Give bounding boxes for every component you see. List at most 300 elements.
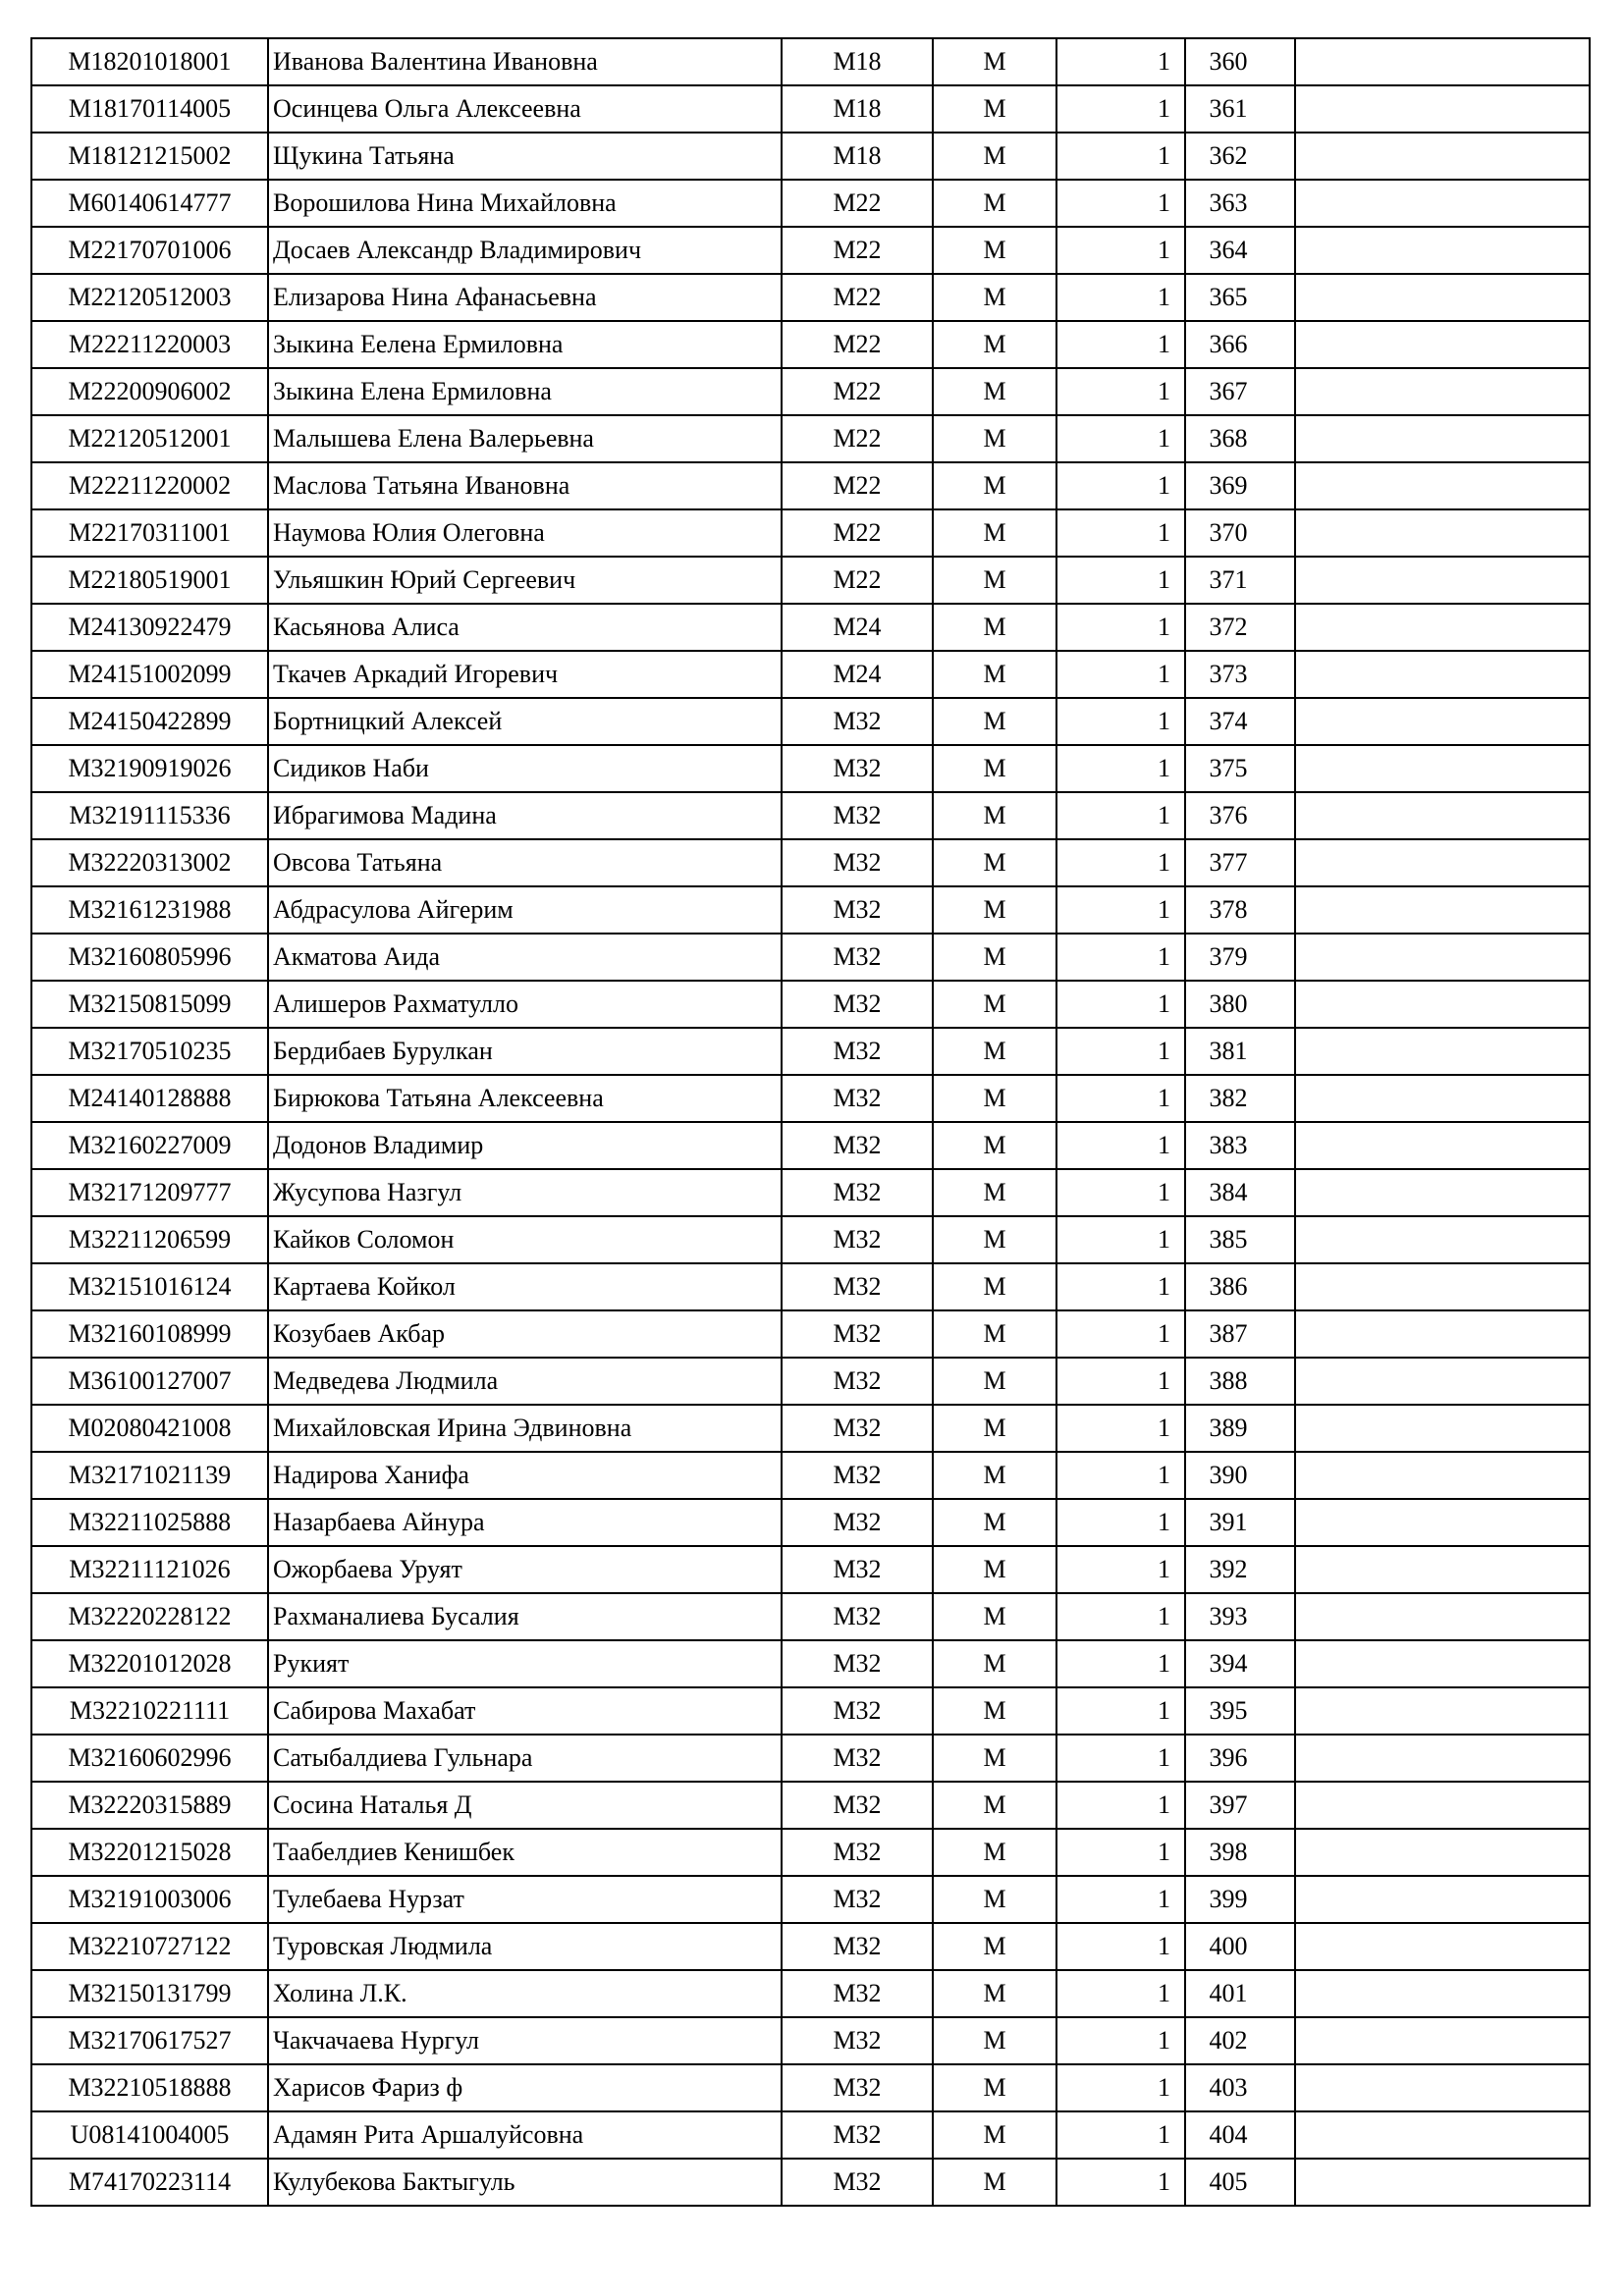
group-cell: M32: [782, 1782, 933, 1829]
group-cell: M22: [782, 180, 933, 227]
group-cell: M22: [782, 368, 933, 415]
place-cell: 387: [1185, 1310, 1295, 1358]
table-row: [31, 509, 1590, 557]
group-cell: M32: [782, 1216, 933, 1263]
extra-cell: [1295, 651, 1590, 698]
code-cell: M22170701006: [31, 227, 268, 274]
code-cell: M02080421008: [31, 1405, 268, 1452]
name-cell: Иванова Валентина Ивановна: [268, 38, 782, 85]
name-cell: Бердибаев Бурулкан: [268, 1028, 782, 1075]
sex-cell: M: [933, 2111, 1056, 2159]
table-row: [31, 1169, 1590, 1216]
count-cell: 1: [1056, 1028, 1185, 1075]
sex-cell: M: [933, 1263, 1056, 1310]
code-cell: M22170311001: [31, 509, 268, 557]
table-row: [31, 321, 1590, 368]
count-cell: 1: [1056, 2064, 1185, 2111]
name-cell: Медведева Людмила: [268, 1358, 782, 1405]
name-cell: Ткачев Аркадий Игоревич: [268, 651, 782, 698]
table-row: [31, 1640, 1590, 1687]
table-row: [31, 274, 1590, 321]
table-row: [31, 651, 1590, 698]
code-cell: M18170114005: [31, 85, 268, 133]
table-row: [31, 1263, 1590, 1310]
sex-cell: M: [933, 1358, 1056, 1405]
name-cell: Жусупова Назгул: [268, 1169, 782, 1216]
code-cell: M22200906002: [31, 368, 268, 415]
name-cell: Маслова Татьяна Ивановна: [268, 462, 782, 509]
extra-cell: [1295, 792, 1590, 839]
table-row: [31, 934, 1590, 981]
sex-cell: M: [933, 698, 1056, 745]
code-cell: M32220313002: [31, 839, 268, 886]
group-cell: M32: [782, 2017, 933, 2064]
participants-table: [30, 37, 1591, 2207]
code-cell: M32170510235: [31, 1028, 268, 1075]
name-cell: Бортницкий Алексей: [268, 698, 782, 745]
place-cell: 398: [1185, 1829, 1295, 1876]
sex-cell: M: [933, 745, 1056, 792]
place-cell: 403: [1185, 2064, 1295, 2111]
name-cell: Надирова Ханифа: [268, 1452, 782, 1499]
sex-cell: M: [933, 85, 1056, 133]
place-cell: 399: [1185, 1876, 1295, 1923]
place-cell: 373: [1185, 651, 1295, 698]
sex-cell: M: [933, 133, 1056, 180]
extra-cell: [1295, 1593, 1590, 1640]
extra-cell: [1295, 1122, 1590, 1169]
place-cell: 400: [1185, 1923, 1295, 1970]
name-cell: Додонов Владимир: [268, 1122, 782, 1169]
extra-cell: [1295, 85, 1590, 133]
place-cell: 391: [1185, 1499, 1295, 1546]
count-cell: 1: [1056, 133, 1185, 180]
sex-cell: M: [933, 1970, 1056, 2017]
table-row: [31, 839, 1590, 886]
sex-cell: M: [933, 227, 1056, 274]
name-cell: Ульяшкин Юрий Сергеевич: [268, 557, 782, 604]
count-cell: 1: [1056, 1122, 1185, 1169]
group-cell: M32: [782, 1452, 933, 1499]
place-cell: 392: [1185, 1546, 1295, 1593]
group-cell: M32: [782, 1358, 933, 1405]
table-row: [31, 1687, 1590, 1735]
code-cell: M24150422899: [31, 698, 268, 745]
code-cell: M60140614777: [31, 180, 268, 227]
place-cell: 385: [1185, 1216, 1295, 1263]
code-cell: M32210518888: [31, 2064, 268, 2111]
extra-cell: [1295, 1970, 1590, 2017]
name-cell: Бирюкова Татьяна Алексеевна: [268, 1075, 782, 1122]
code-cell: M32210727122: [31, 1923, 268, 1970]
place-cell: 371: [1185, 557, 1295, 604]
group-cell: M32: [782, 839, 933, 886]
count-cell: 1: [1056, 227, 1185, 274]
group-cell: M22: [782, 321, 933, 368]
count-cell: 1: [1056, 981, 1185, 1028]
extra-cell: [1295, 1782, 1590, 1829]
group-cell: M32: [782, 2064, 933, 2111]
table-row: [31, 1310, 1590, 1358]
count-cell: 1: [1056, 745, 1185, 792]
place-cell: 363: [1185, 180, 1295, 227]
place-cell: 380: [1185, 981, 1295, 1028]
sex-cell: M: [933, 415, 1056, 462]
place-cell: 369: [1185, 462, 1295, 509]
extra-cell: [1295, 368, 1590, 415]
sex-cell: M: [933, 981, 1056, 1028]
place-cell: 389: [1185, 1405, 1295, 1452]
sex-cell: M: [933, 1829, 1056, 1876]
group-cell: M32: [782, 1970, 933, 2017]
sex-cell: M: [933, 274, 1056, 321]
code-cell: M32161231988: [31, 886, 268, 934]
sex-cell: M: [933, 651, 1056, 698]
name-cell: Ибрагимова Мадина: [268, 792, 782, 839]
code-cell: M32151016124: [31, 1263, 268, 1310]
table-row: [31, 557, 1590, 604]
code-cell: M22120512001: [31, 415, 268, 462]
place-cell: 361: [1185, 85, 1295, 133]
sex-cell: M: [933, 1499, 1056, 1546]
code-cell: M32211025888: [31, 1499, 268, 1546]
group-cell: M32: [782, 2159, 933, 2206]
extra-cell: [1295, 2064, 1590, 2111]
sex-cell: M: [933, 604, 1056, 651]
table-row: [31, 2064, 1590, 2111]
place-cell: 374: [1185, 698, 1295, 745]
place-cell: 405: [1185, 2159, 1295, 2206]
name-cell: Назарбаева Айнура: [268, 1499, 782, 1546]
extra-cell: [1295, 1310, 1590, 1358]
table-row: [31, 604, 1590, 651]
sex-cell: M: [933, 2159, 1056, 2206]
group-cell: M22: [782, 415, 933, 462]
name-cell: Елизарова Нина Афанасьевна: [268, 274, 782, 321]
table-row: [31, 2111, 1590, 2159]
table-row: [31, 368, 1590, 415]
extra-cell: [1295, 38, 1590, 85]
place-cell: 376: [1185, 792, 1295, 839]
sex-cell: M: [933, 1735, 1056, 1782]
sex-cell: M: [933, 1593, 1056, 1640]
name-cell: Щукина Татьяна: [268, 133, 782, 180]
sex-cell: M: [933, 321, 1056, 368]
extra-cell: [1295, 981, 1590, 1028]
name-cell: Зыкина Елена Ермиловна: [268, 368, 782, 415]
sex-cell: M: [933, 462, 1056, 509]
count-cell: 1: [1056, 934, 1185, 981]
code-cell: M32150815099: [31, 981, 268, 1028]
code-cell: M32190919026: [31, 745, 268, 792]
group-cell: M32: [782, 934, 933, 981]
extra-cell: [1295, 1546, 1590, 1593]
code-cell: M32211206599: [31, 1216, 268, 1263]
group-cell: M32: [782, 886, 933, 934]
name-cell: Тулебаева Нурзат: [268, 1876, 782, 1923]
group-cell: M24: [782, 604, 933, 651]
name-cell: Осинцева Ольга Алексеевна: [268, 85, 782, 133]
count-cell: 1: [1056, 604, 1185, 651]
group-cell: M32: [782, 2111, 933, 2159]
table-row: [31, 180, 1590, 227]
place-cell: 395: [1185, 1687, 1295, 1735]
group-cell: M32: [782, 1405, 933, 1452]
table-row: [31, 1829, 1590, 1876]
place-cell: 370: [1185, 509, 1295, 557]
place-cell: 394: [1185, 1640, 1295, 1687]
group-cell: M24: [782, 651, 933, 698]
name-cell: Харисов Фариз ф: [268, 2064, 782, 2111]
place-cell: 388: [1185, 1358, 1295, 1405]
table-row: [31, 38, 1590, 85]
extra-cell: [1295, 415, 1590, 462]
table-row: [31, 886, 1590, 934]
count-cell: 1: [1056, 698, 1185, 745]
group-cell: M22: [782, 227, 933, 274]
name-cell: Досаев Александр Владимирович: [268, 227, 782, 274]
table-row: [31, 1593, 1590, 1640]
group-cell: M18: [782, 38, 933, 85]
name-cell: Наумова Юлия Олеговна: [268, 509, 782, 557]
extra-cell: [1295, 1028, 1590, 1075]
place-cell: 393: [1185, 1593, 1295, 1640]
table-row: [31, 1075, 1590, 1122]
name-cell: Сатыбалдиева Гульнара: [268, 1735, 782, 1782]
group-cell: M32: [782, 1735, 933, 1782]
place-cell: 402: [1185, 2017, 1295, 2064]
extra-cell: [1295, 1263, 1590, 1310]
extra-cell: [1295, 509, 1590, 557]
count-cell: 1: [1056, 1782, 1185, 1829]
extra-cell: [1295, 839, 1590, 886]
sex-cell: M: [933, 1923, 1056, 1970]
place-cell: 384: [1185, 1169, 1295, 1216]
table-row: [31, 2017, 1590, 2064]
table-row: [31, 698, 1590, 745]
group-cell: M32: [782, 1829, 933, 1876]
code-cell: M22211220002: [31, 462, 268, 509]
name-cell: Кулубекова Бактыгуль: [268, 2159, 782, 2206]
table-row: [31, 133, 1590, 180]
sex-cell: M: [933, 792, 1056, 839]
group-cell: M32: [782, 1122, 933, 1169]
name-cell: Алишеров Рахматулло: [268, 981, 782, 1028]
place-cell: 404: [1185, 2111, 1295, 2159]
table-row: [31, 1499, 1590, 1546]
count-cell: 1: [1056, 462, 1185, 509]
group-cell: M32: [782, 792, 933, 839]
count-cell: 1: [1056, 1169, 1185, 1216]
name-cell: Холина Л.К.: [268, 1970, 782, 2017]
table-row: [31, 1970, 1590, 2017]
count-cell: 1: [1056, 1735, 1185, 1782]
group-cell: M22: [782, 557, 933, 604]
name-cell: Зыкина Еелена Ермиловна: [268, 321, 782, 368]
group-cell: M32: [782, 1640, 933, 1687]
group-cell: M32: [782, 1687, 933, 1735]
sex-cell: M: [933, 38, 1056, 85]
name-cell: Туровская Людмила: [268, 1923, 782, 1970]
group-cell: M32: [782, 1593, 933, 1640]
code-cell: M32171021139: [31, 1452, 268, 1499]
group-cell: M32: [782, 1075, 933, 1122]
extra-cell: [1295, 698, 1590, 745]
name-cell: Рукият: [268, 1640, 782, 1687]
extra-cell: [1295, 1358, 1590, 1405]
sex-cell: M: [933, 557, 1056, 604]
count-cell: 1: [1056, 321, 1185, 368]
name-cell: Малышева Елена Валерьевна: [268, 415, 782, 462]
sex-cell: M: [933, 1216, 1056, 1263]
table-row: [31, 1405, 1590, 1452]
name-cell: Адамян Рита Аршалуйсовна: [268, 2111, 782, 2159]
code-cell: M32211121026: [31, 1546, 268, 1593]
sex-cell: M: [933, 839, 1056, 886]
code-cell: M22211220003: [31, 321, 268, 368]
name-cell: Козубаев Акбар: [268, 1310, 782, 1358]
table-row: [31, 227, 1590, 274]
code-cell: M24151002099: [31, 651, 268, 698]
extra-cell: [1295, 180, 1590, 227]
sex-cell: M: [933, 934, 1056, 981]
group-cell: M32: [782, 1546, 933, 1593]
extra-cell: [1295, 1923, 1590, 1970]
count-cell: 1: [1056, 1263, 1185, 1310]
name-cell: Сосина Наталья Д: [268, 1782, 782, 1829]
count-cell: 1: [1056, 651, 1185, 698]
code-cell: M24140128888: [31, 1075, 268, 1122]
code-cell: M32210221111: [31, 1687, 268, 1735]
sex-cell: M: [933, 1782, 1056, 1829]
name-cell: Ворошилова Нина Михайловна: [268, 180, 782, 227]
count-cell: 1: [1056, 1687, 1185, 1735]
count-cell: 1: [1056, 1593, 1185, 1640]
code-cell: M22180519001: [31, 557, 268, 604]
name-cell: Сабирова Махабат: [268, 1687, 782, 1735]
table-row: [31, 1735, 1590, 1782]
code-cell: M18121215002: [31, 133, 268, 180]
table-row: [31, 1782, 1590, 1829]
sex-cell: M: [933, 1687, 1056, 1735]
count-cell: 1: [1056, 1358, 1185, 1405]
code-cell: M32171209777: [31, 1169, 268, 1216]
code-cell: M74170223114: [31, 2159, 268, 2206]
count-cell: 1: [1056, 1499, 1185, 1546]
place-cell: 377: [1185, 839, 1295, 886]
sex-cell: M: [933, 2064, 1056, 2111]
place-cell: 396: [1185, 1735, 1295, 1782]
extra-cell: [1295, 745, 1590, 792]
extra-cell: [1295, 1169, 1590, 1216]
extra-cell: [1295, 2017, 1590, 2064]
place-cell: 381: [1185, 1028, 1295, 1075]
count-cell: 1: [1056, 1970, 1185, 2017]
place-cell: 362: [1185, 133, 1295, 180]
extra-cell: [1295, 1687, 1590, 1735]
place-cell: 401: [1185, 1970, 1295, 2017]
extra-cell: [1295, 1075, 1590, 1122]
sex-cell: M: [933, 509, 1056, 557]
code-cell: M22120512003: [31, 274, 268, 321]
extra-cell: [1295, 133, 1590, 180]
count-cell: 1: [1056, 1876, 1185, 1923]
count-cell: 1: [1056, 1452, 1185, 1499]
extra-cell: [1295, 557, 1590, 604]
name-cell: Картаева Койкол: [268, 1263, 782, 1310]
group-cell: M22: [782, 462, 933, 509]
extra-cell: [1295, 1405, 1590, 1452]
name-cell: Михайловская Ирина Эдвиновна: [268, 1405, 782, 1452]
extra-cell: [1295, 227, 1590, 274]
code-cell: M32191115336: [31, 792, 268, 839]
count-cell: 1: [1056, 274, 1185, 321]
sex-cell: M: [933, 1405, 1056, 1452]
table-row: [31, 85, 1590, 133]
count-cell: 1: [1056, 1640, 1185, 1687]
count-cell: 1: [1056, 2111, 1185, 2159]
group-cell: M32: [782, 1028, 933, 1075]
sex-cell: M: [933, 368, 1056, 415]
sex-cell: M: [933, 1452, 1056, 1499]
code-cell: M32160227009: [31, 1122, 268, 1169]
place-cell: 390: [1185, 1452, 1295, 1499]
place-cell: 382: [1185, 1075, 1295, 1122]
group-cell: M32: [782, 698, 933, 745]
name-cell: Чакчачаева Нургул: [268, 2017, 782, 2064]
place-cell: 375: [1185, 745, 1295, 792]
code-cell: M32150131799: [31, 1970, 268, 2017]
extra-cell: [1295, 1829, 1590, 1876]
count-cell: 1: [1056, 557, 1185, 604]
table-row: [31, 1028, 1590, 1075]
table-row: [31, 1122, 1590, 1169]
count-cell: 1: [1056, 2017, 1185, 2064]
table-row: [31, 1923, 1590, 1970]
code-cell: M32220315889: [31, 1782, 268, 1829]
extra-cell: [1295, 2159, 1590, 2206]
place-cell: 386: [1185, 1263, 1295, 1310]
count-cell: 1: [1056, 85, 1185, 133]
count-cell: 1: [1056, 1546, 1185, 1593]
extra-cell: [1295, 1735, 1590, 1782]
extra-cell: [1295, 886, 1590, 934]
place-cell: 379: [1185, 934, 1295, 981]
sex-cell: M: [933, 1310, 1056, 1358]
table-row: [31, 415, 1590, 462]
name-cell: Овсова Татьяна: [268, 839, 782, 886]
sex-cell: M: [933, 180, 1056, 227]
extra-cell: [1295, 2111, 1590, 2159]
count-cell: 1: [1056, 509, 1185, 557]
extra-cell: [1295, 1640, 1590, 1687]
code-cell: M18201018001: [31, 38, 268, 85]
code-cell: M32170617527: [31, 2017, 268, 2064]
count-cell: 1: [1056, 2159, 1185, 2206]
place-cell: 360: [1185, 38, 1295, 85]
extra-cell: [1295, 462, 1590, 509]
place-cell: 378: [1185, 886, 1295, 934]
place-cell: 383: [1185, 1122, 1295, 1169]
group-cell: M18: [782, 85, 933, 133]
sex-cell: M: [933, 1122, 1056, 1169]
code-cell: M36100127007: [31, 1358, 268, 1405]
place-cell: 364: [1185, 227, 1295, 274]
sex-cell: M: [933, 1075, 1056, 1122]
group-cell: M32: [782, 1499, 933, 1546]
code-cell: M32160805996: [31, 934, 268, 981]
group-cell: M22: [782, 509, 933, 557]
